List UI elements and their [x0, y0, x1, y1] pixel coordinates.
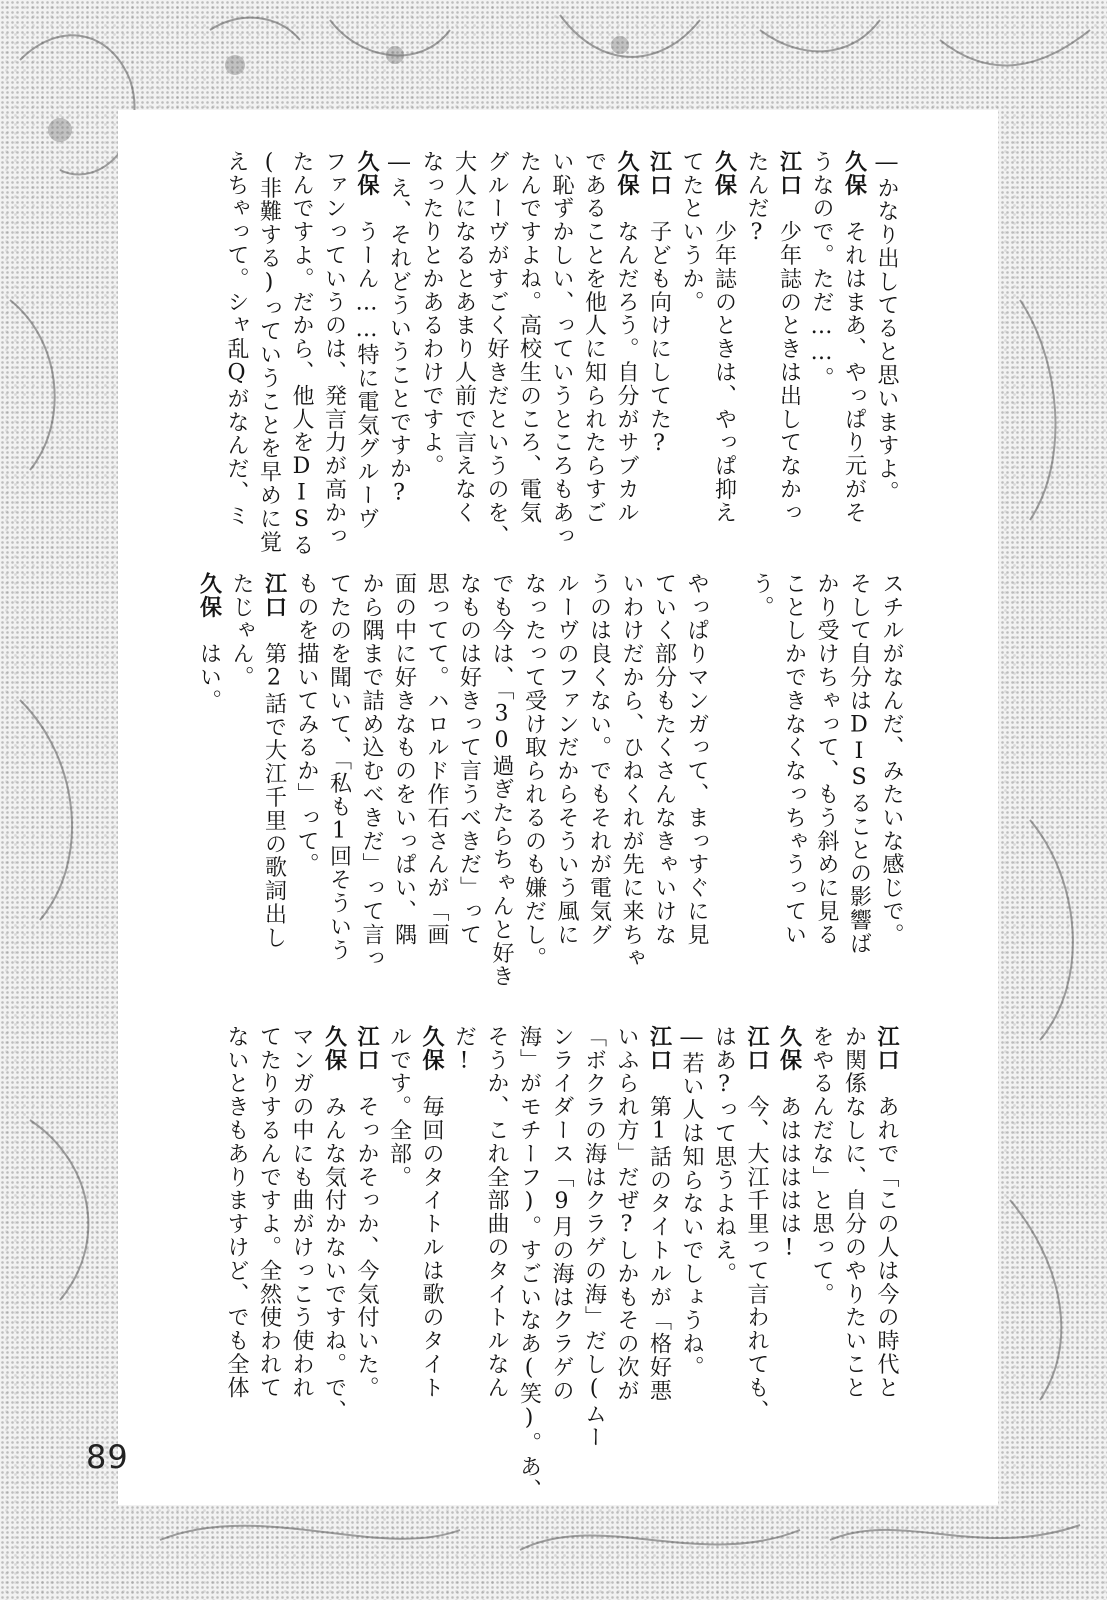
text-line: 大人になるとあまり人前で言えなく — [451, 150, 477, 525]
text-line: そして自分はDISることの影響ば — [846, 572, 872, 956]
text-line: 久保 はい。 — [196, 572, 222, 713]
text-line: てたというか。 — [679, 150, 704, 314]
speaker-name: 久保 — [419, 1025, 444, 1072]
text-line: てたりするんですよ。全然使われて — [256, 1025, 282, 1400]
text-line: 久保 あははははは! — [776, 1025, 802, 1263]
text-line: えちゃって。シャ乱Qがなんだ、ミ — [224, 150, 249, 528]
text-line: うなので。ただ……。 — [809, 150, 834, 390]
speaker-name: 江口 — [646, 1025, 672, 1072]
text-line: 久保 みんな気付かないですね。で、 — [321, 1025, 347, 1423]
text-line: うのは良くない。でもそれが電気グ — [586, 572, 612, 947]
text-line: 江口 あれで「この人は今の時代と — [874, 1025, 899, 1400]
speaker-name: 久保 — [321, 1025, 347, 1072]
text-line: ルーヴのファンだからそういう風に — [554, 572, 579, 947]
text-line: なったりとかあるわけですよ。 — [419, 150, 444, 478]
text-line: 面の中に好きなものをいっぱい、隅 — [391, 572, 417, 947]
text-line: い恥ずかしい、っていうところもあっ — [549, 150, 574, 548]
text-line: 久保 少年誌のときは、やっぱ抑え — [711, 150, 737, 525]
interview-text-top — [220, 150, 903, 557]
text-line: てたのを聞いて、「私も1回そういう — [326, 572, 352, 962]
text-line: いふられ方」だぜ?しかもその次が — [614, 1025, 639, 1403]
text-line: 久保 うーん……特に電気グルーヴ — [354, 150, 379, 531]
speaker-name: 江口 — [354, 1025, 379, 1072]
text-line: ことしかできなくなっちゃうってい — [781, 572, 807, 947]
text-line: 江口 そっかそっか、今気付いた。 — [354, 1025, 379, 1400]
text-line: 久保 毎回のタイトルは歌のタイト — [419, 1025, 444, 1400]
text-line: 海」がモチーフ)。すごいなあ(笑)。あ、 — [516, 1025, 542, 1502]
text-line: う。 — [749, 572, 774, 619]
text-line: ―若い人は知らないでしょうね。 — [679, 1025, 704, 1379]
text-line: であることを他人に知られたらすご — [581, 150, 607, 525]
text-line: たんですよ。だから、他人をDISる — [289, 150, 314, 557]
text-line: やっぱりマンガって、まっすぐに見 — [684, 572, 709, 947]
text-line: たじゃん。 — [229, 572, 254, 689]
speaker-name: 江口 — [874, 1025, 899, 1072]
text-line: 江口 第1話のタイトルが「格好悪 — [646, 1025, 672, 1403]
text-line — [712, 572, 745, 1012]
text-line: スチルがなんだ、みたいな感じで。 — [879, 572, 904, 947]
speaker-name: 江口 — [776, 150, 802, 197]
text-line: マンガの中にも曲がけっこう使われ — [289, 1025, 314, 1400]
text-line: だ! — [451, 1025, 477, 1075]
text-line: ものを描いてみるか」って。 — [294, 572, 319, 877]
text-line: ていく部分もたくさんなきゃいけな — [651, 572, 677, 947]
text-line: でも今は、「30過ぎたらちゃんと好き — [489, 572, 514, 989]
speaker-name: 久保 — [196, 572, 222, 619]
text-column-top — [187, 150, 967, 557]
speaker-name: 久保 — [841, 150, 867, 197]
text-line: 江口 第2話で大江千里の歌詞出し — [261, 572, 287, 950]
speaker-name: 江口 — [744, 1025, 769, 1072]
text-line: 久保 それはまあ、やっぱり元がそ — [841, 150, 867, 525]
text-line: たんですよね。高校生のころ、電気 — [516, 150, 542, 525]
speaker-name: 久保 — [711, 150, 737, 197]
speaker-name: 久保 — [614, 150, 639, 197]
text-line: そうか、これ全部曲のタイトルなん — [484, 1025, 509, 1400]
text-line: か関係なしに、自分のやりたいこと — [841, 1025, 867, 1400]
text-line: ―かなり出してると思いますよ。 — [874, 150, 899, 504]
speaker-name: 久保 — [776, 1025, 802, 1072]
text-line: 思ってて。ハロルド作石さんが「画 — [424, 572, 449, 947]
interview-text-bottom — [220, 1025, 903, 1502]
text-line: 「ボクラの海はクラゲの海」だし(ムー — [581, 1025, 607, 1450]
text-line: なものは好きって言うべきだ」って — [456, 572, 482, 947]
speaker-name: 久保 — [354, 150, 379, 197]
text-line: 久保 なんだろう。自分がサブカル — [614, 150, 639, 525]
interview-text-middle — [192, 572, 907, 1012]
text-column-middle — [160, 572, 973, 1012]
text-line: いわけだから、ひねくれが先に来ちゃ — [619, 572, 644, 970]
text-line: ―え、それどういうことですか? — [386, 150, 412, 507]
text-line: ファンっていうのは、発言力が高かっ — [321, 150, 347, 548]
text-line: ンライダース「9月の海はクラゲの — [549, 1025, 574, 1403]
text-line: かり受けちゃって、もう斜めに見る — [814, 572, 839, 947]
text-line: (非難する)っていうことを早めに覚 — [256, 150, 282, 554]
text-line: グルーヴがすごく好きだというのを、 — [484, 150, 509, 548]
text-line: 江口 子ども向けにしてた? — [646, 150, 672, 458]
text-line: 江口 今、大江千里って言われても、 — [744, 1025, 769, 1423]
speaker-name: 江口 — [261, 572, 287, 619]
text-line: ないときもありますけど、でも全体 — [224, 1025, 249, 1400]
text-line: から隅まで詰め込むべきだ」って言っ — [359, 572, 384, 970]
speaker-name: 江口 — [646, 150, 672, 197]
text-line: をやるんだな」と思って。 — [809, 1025, 834, 1306]
text-line: 江口 少年誌のときは出してなかっ — [776, 150, 802, 525]
text-line: ルです。全部。 — [386, 1025, 412, 1189]
text-line: はあ?って思うよねえ。 — [711, 1025, 737, 1286]
text-line: たんだ? — [744, 150, 769, 247]
text-column-bottom — [187, 1025, 967, 1502]
page-number: 89 — [86, 1438, 129, 1476]
text-line: なったって受け取られるのも嫌だし。 — [521, 572, 547, 970]
